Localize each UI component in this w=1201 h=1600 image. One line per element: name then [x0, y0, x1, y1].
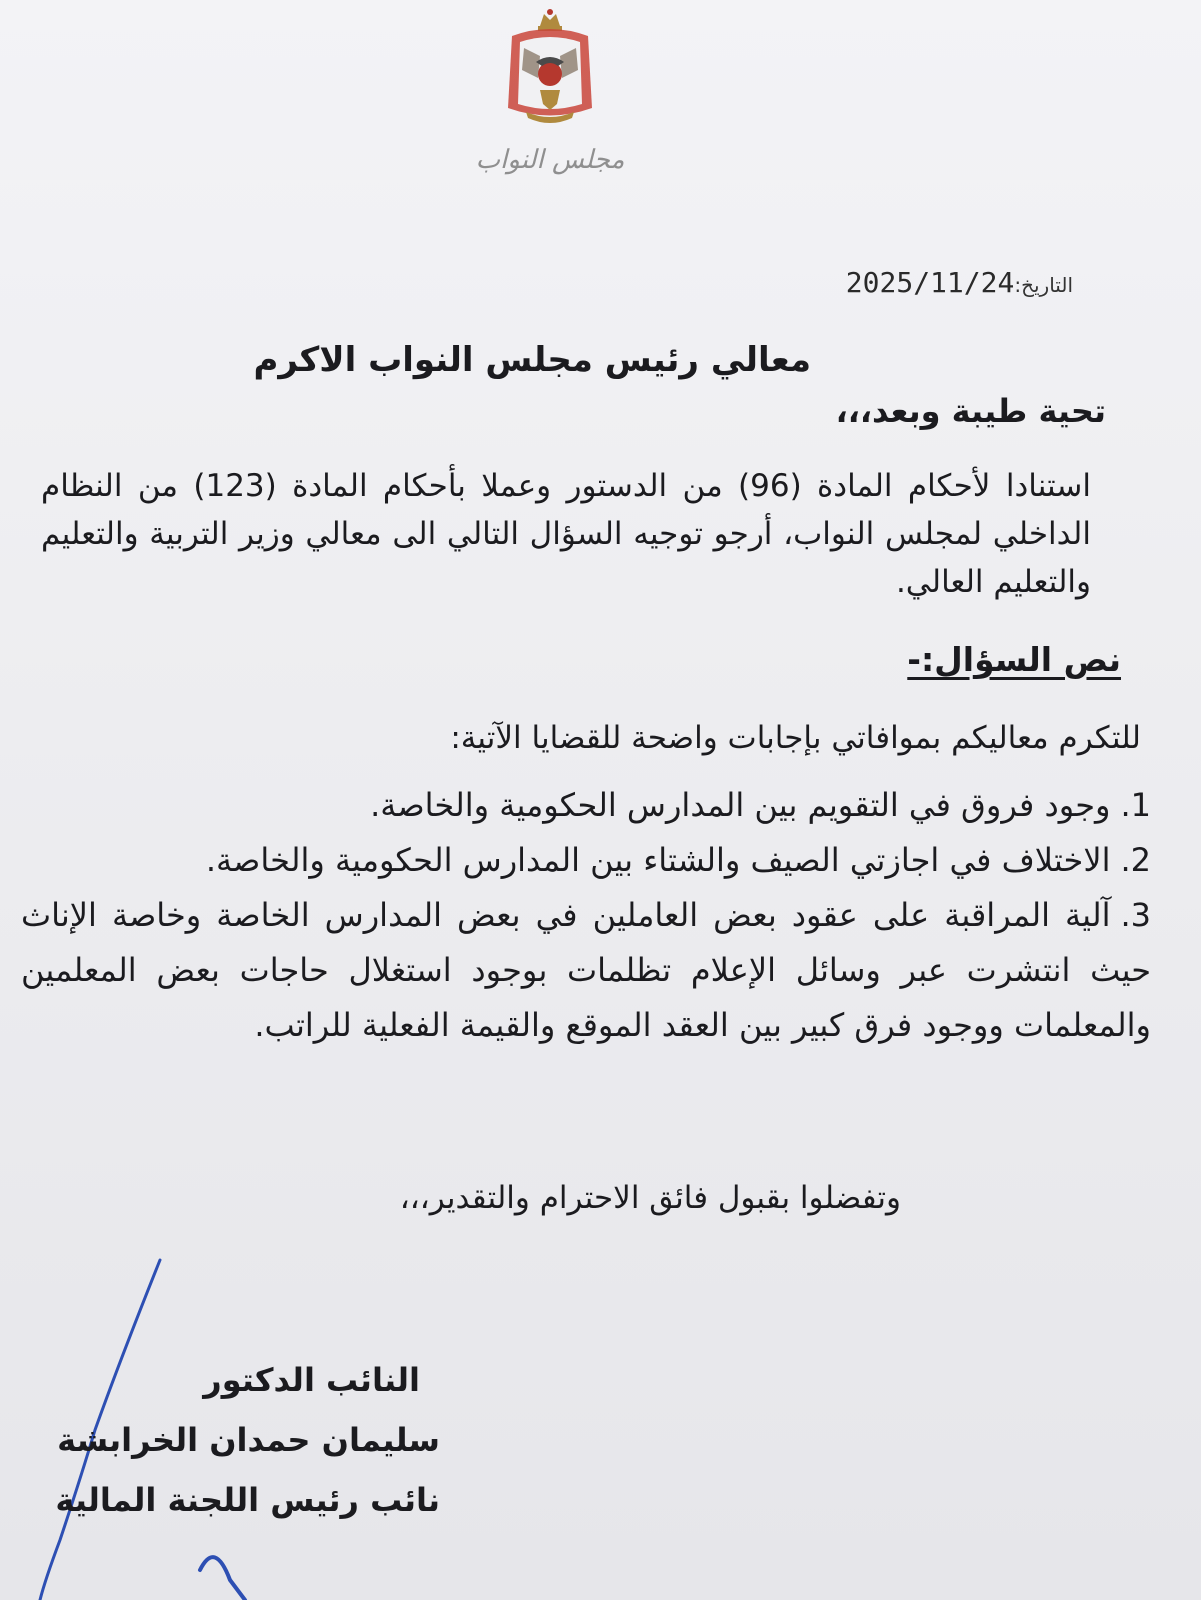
item-number: 3. [1120, 896, 1151, 934]
item-number: 2. [1120, 841, 1151, 879]
signature-block [20, 1350, 540, 1530]
date-line [846, 266, 1073, 299]
closing-line: وتفضلوا بقبول فائق الاحترام والتقدير،،، [399, 1180, 901, 1216]
date-label: التاريخ: [1014, 273, 1073, 297]
signer-role: نائب رئيس اللجنة المالية [55, 1481, 440, 1519]
letterhead [470, 8, 630, 198]
list-item [21, 888, 1151, 1053]
item-text: وجود فروق في التقويم بين المدارس الحكومية والخاصة. [370, 786, 1111, 824]
signer-name: سليمان حمدان الخرابشة [57, 1421, 440, 1459]
question-heading: نص السؤال:- [907, 640, 1121, 679]
item-number: 1. [1120, 786, 1151, 824]
date-value: 2025/11/24 [845, 266, 1015, 299]
list-item [21, 833, 1151, 888]
item-text: الاختلاف في اجازتي الصيف والشتاء بين المدارس الحكومية والخاصة. [205, 841, 1111, 879]
intro-paragraph: استنادا لأحكام المادة (96) من الدستور وعملا بأحكام المادة (123) من النظام الداخلي لمجلس النواب، أرجو توجيه السؤال التالي الى معالي وزير التربية والتعليم والتعليم العالي. [41, 468, 1091, 600]
signer-title: النائب الدكتور [203, 1361, 420, 1399]
jordan-royal-crest-icon [500, 8, 600, 133]
request-line: للتكرم معاليكم بموافاتي بإجابات واضحة للقضايا الآتية: [450, 720, 1141, 756]
item-text: آلية المراقبة على عقود بعض العاملين في بعض المدارس الخاصة وخاصة الإناث حيث انتشرت عبر وسائل الإعلام تظلمات بوجود استغلال حاجات بعض المعلمين والمعلمات ووجود فرق كبير بين العقد الموقع والقيمة الفعلية للراتب. [21, 896, 1151, 1044]
council-name: مجلس النواب [475, 145, 625, 175]
question-items [21, 778, 1151, 1053]
recipient: معالي رئيس مجلس النواب الاكرم [253, 340, 811, 380]
greeting: تحية طيبة وبعد،،، [835, 392, 1106, 430]
list-item [21, 778, 1151, 833]
